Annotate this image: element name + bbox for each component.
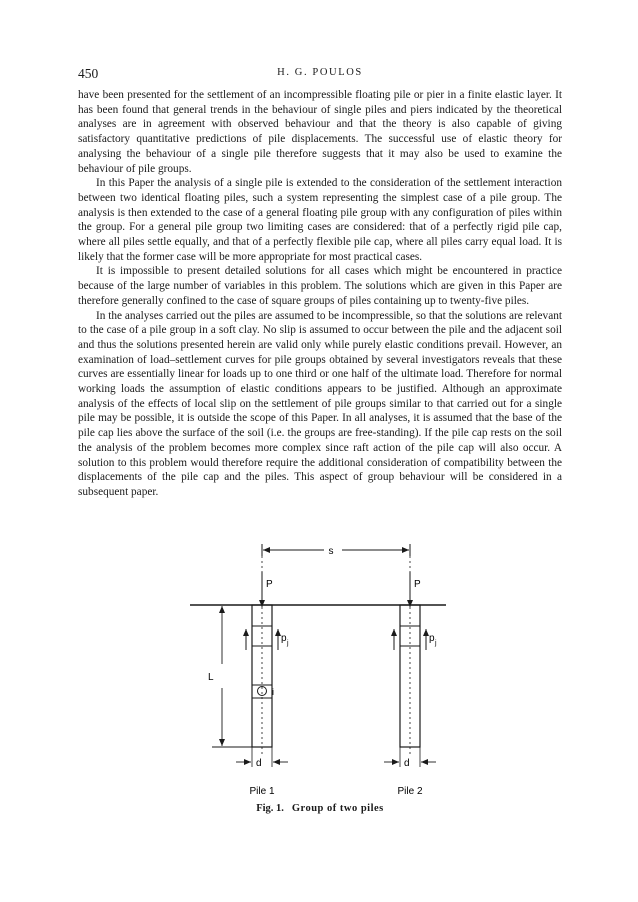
figure-number: Fig. 1. [256,803,284,814]
paragraph: In this Paper the analysis of a single pile is extended to the consideration of the settlement interaction between two identical floating piles, such a system representing the simplest case of a pile group. The analysis is then extended to the case of a general floating pile group with any configuration of piles within the group. For a general pile group two limiting cases are considered: that of a perfectly rigid pile cap, where all piles settle equally, and that of a perfectly flexible pile cap, where all piles carry equal load. It is likely that the former case will be more appropriate for most practical cases. [78,177,562,263]
length-label: L [208,672,214,683]
page-number: 450 [78,66,99,81]
pile-1-stress-label: p [281,633,287,644]
running-head: H. G. POULOS [277,67,363,78]
page-header [78,66,562,84]
pile-1-stress-subscript: j [287,640,289,647]
pile-2-name: Pile 2 [397,786,423,797]
body-text [78,88,562,500]
figure-group-of-two-piles [190,538,450,828]
load-label-pile-1: P [266,579,273,590]
diameter-1-label: d [256,758,262,769]
paragraph: In the analyses carried out the piles are assumed to be incompressible, so that the solutions are relevant to the case of a pile group in a soft clay. No slip is assumed to occur between the pile and the adjacent soil and thus the solutions presented herein are valid only while purely elastic conditions prevail. However, an examination of load–settlement curves for pile groups obtained by several investigators reveals that these curves are essentially linear for loads up to one third or one half of the ultimate load. Therefore for normal working loads the assumption of elastic conditions appears to be justified. Although an approximate analysis of the effects of local slip on the settlement of pile groups similar to that carried out for a single pile may be possible, it is outside the scope of this Paper. In all analyses, it is assumed that the base of the pile cap lies above the surface of the soil (i.e. the groups are free-standing). If the pile cap rests on the soil the analysis of the problem becomes more complex since raft action of the pile cap will also occur. A solution to this problem would therefore require the additional consideration of compatibility between the displacements of the pile cap and the piles. This aspect of group behaviour will be considered in a subsequent paper. [78,309,562,498]
figure-caption [78,803,562,814]
element-i-label: i [272,687,274,697]
pile-2-stress-subscript: j [435,640,437,647]
paragraph: have been presented for the settlement of an incompressible floating pile or pier in a finite elastic layer. It has been found that general trends in the behaviour of single piles and piers indicated by the theoretical analyses are in agreement with observed behaviour and that the theory is also capable of giving satisfactory quantitative predictions of pile displacements. The successful use of elastic theory for analysing the behaviour of a single pile therefore suggests that it may also be used to examine the behaviour of pile groups. [78,89,562,175]
pile-2-stress-label: p [429,633,435,644]
pile-1-name: Pile 1 [249,786,275,797]
paragraph: It is impossible to present detailed solutions for all cases which might be encountered in practice because of the large number of variables in this problem. The solutions which are given in this Paper are therefore generally confined to the case of square groups of piles containing up to twenty-five piles. [78,265,562,307]
load-label-pile-2: P [414,579,421,590]
figure-title: Group of two piles [291,803,384,814]
diameter-2-label: d [404,758,410,769]
spacing-label: s [328,546,334,557]
pile-diagram [190,538,450,828]
